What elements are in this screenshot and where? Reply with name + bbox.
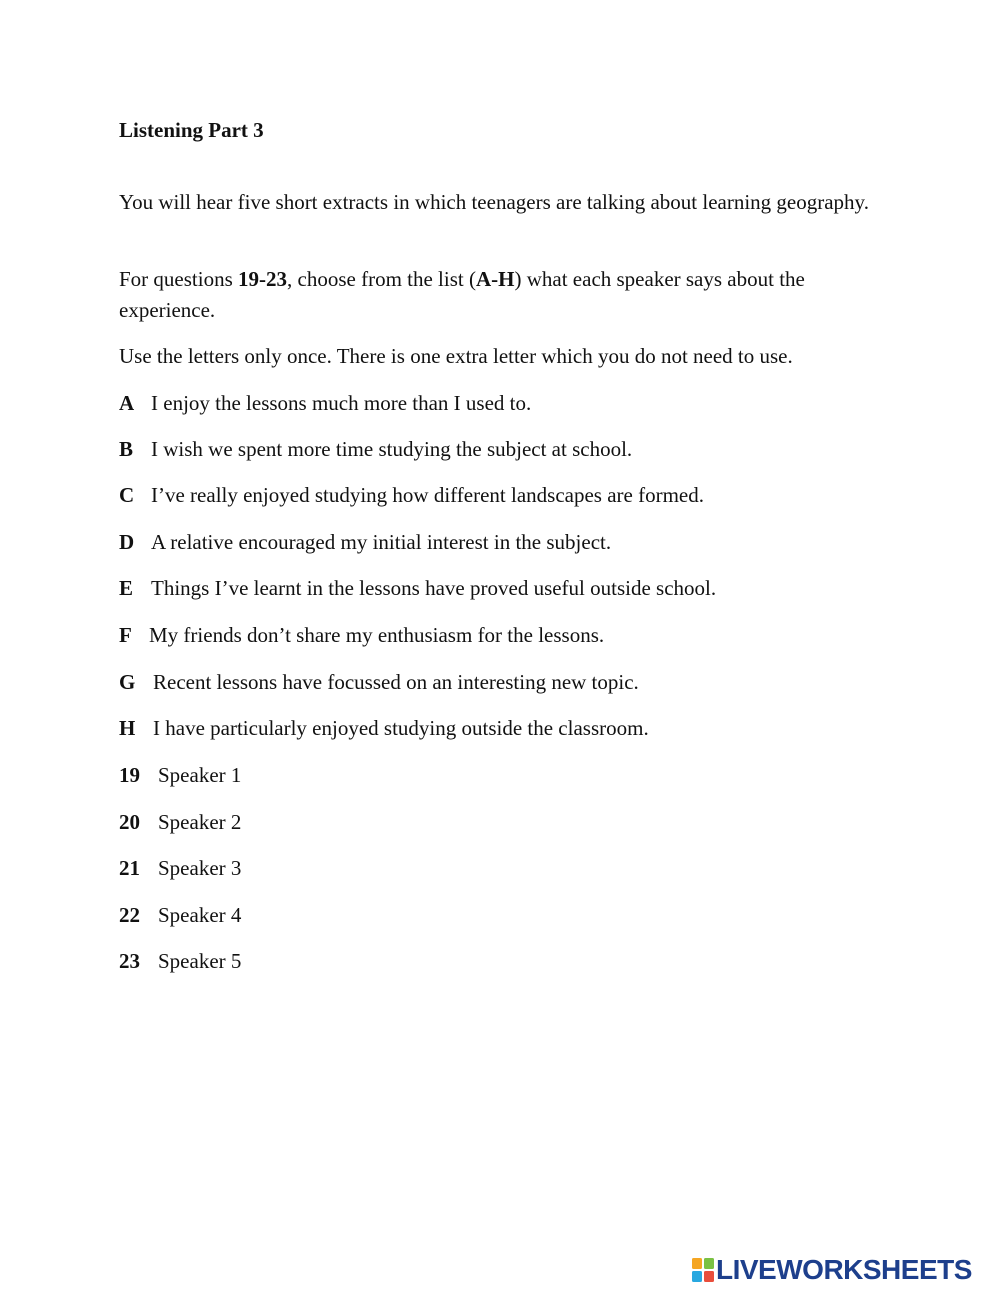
- note-text: Use the letters only once. There is one extra letter which you do not need to use.: [119, 344, 793, 368]
- question-range: 19-23: [238, 267, 288, 291]
- option-letter: H: [119, 716, 136, 740]
- intro-text: You will hear five short extracts in which teenagers are talking about learning geography.: [119, 190, 869, 214]
- speaker-label: Speaker 3: [158, 856, 242, 880]
- option-c: [119, 480, 704, 511]
- liveworksheets-logo: [692, 1255, 972, 1285]
- option-letter: G: [119, 670, 136, 694]
- speaker-row-23: [119, 946, 241, 977]
- instruction-text: [119, 264, 899, 326]
- option-letter: D: [119, 530, 135, 554]
- option-text: Recent lessons have focussed on an interesting new topic.: [153, 670, 639, 694]
- logo-text: LIVEWORKSHEETS: [716, 1254, 972, 1285]
- instruction-post: ) what each speaker says about the experience.: [119, 267, 805, 322]
- speaker-label: Speaker 5: [158, 949, 242, 973]
- option-e: [119, 573, 716, 604]
- speaker-label: Speaker 4: [158, 903, 242, 927]
- page-title: Listening Part 3: [119, 118, 264, 142]
- option-letter: A: [119, 391, 135, 415]
- speaker-row-21: [119, 853, 241, 884]
- speaker-row-20: [119, 807, 241, 838]
- option-letter: E: [119, 576, 134, 600]
- option-text: A relative encouraged my initial interest in the subject.: [151, 530, 612, 554]
- option-f: [119, 620, 604, 651]
- option-text: I’ve really enjoyed studying how different landscapes are formed.: [151, 483, 704, 507]
- speaker-label: Speaker 1: [158, 763, 242, 787]
- question-number: 23: [119, 949, 140, 973]
- letter-range: A-H: [475, 267, 515, 291]
- option-a: [119, 388, 531, 419]
- option-letter: B: [119, 437, 134, 461]
- instruction-pre: For questions: [119, 267, 239, 291]
- option-text: I enjoy the lessons much more than I used to.: [151, 391, 532, 415]
- question-number: 21: [119, 856, 140, 880]
- option-h: [119, 713, 649, 744]
- speaker-label: Speaker 2: [158, 810, 242, 834]
- option-text: My friends don’t share my enthusiasm for the lessons.: [149, 623, 605, 647]
- option-text: Things I’ve learnt in the lessons have proved useful outside school.: [151, 576, 717, 600]
- speaker-row-19: [119, 760, 241, 791]
- question-number: 20: [119, 810, 140, 834]
- option-text: I have particularly enjoyed studying outside the classroom.: [153, 716, 649, 740]
- option-d: [119, 527, 611, 558]
- speaker-row-22: [119, 900, 241, 931]
- option-text: I wish we spent more time studying the subject at school.: [151, 437, 633, 461]
- option-b: [119, 434, 632, 465]
- logo-blocks-icon: [692, 1258, 714, 1282]
- option-g: [119, 667, 639, 698]
- instruction-mid: , choose from the list (: [287, 267, 476, 291]
- question-number: 22: [119, 903, 140, 927]
- option-letter: F: [119, 623, 132, 647]
- option-letter: C: [119, 483, 135, 507]
- question-number: 19: [119, 763, 140, 787]
